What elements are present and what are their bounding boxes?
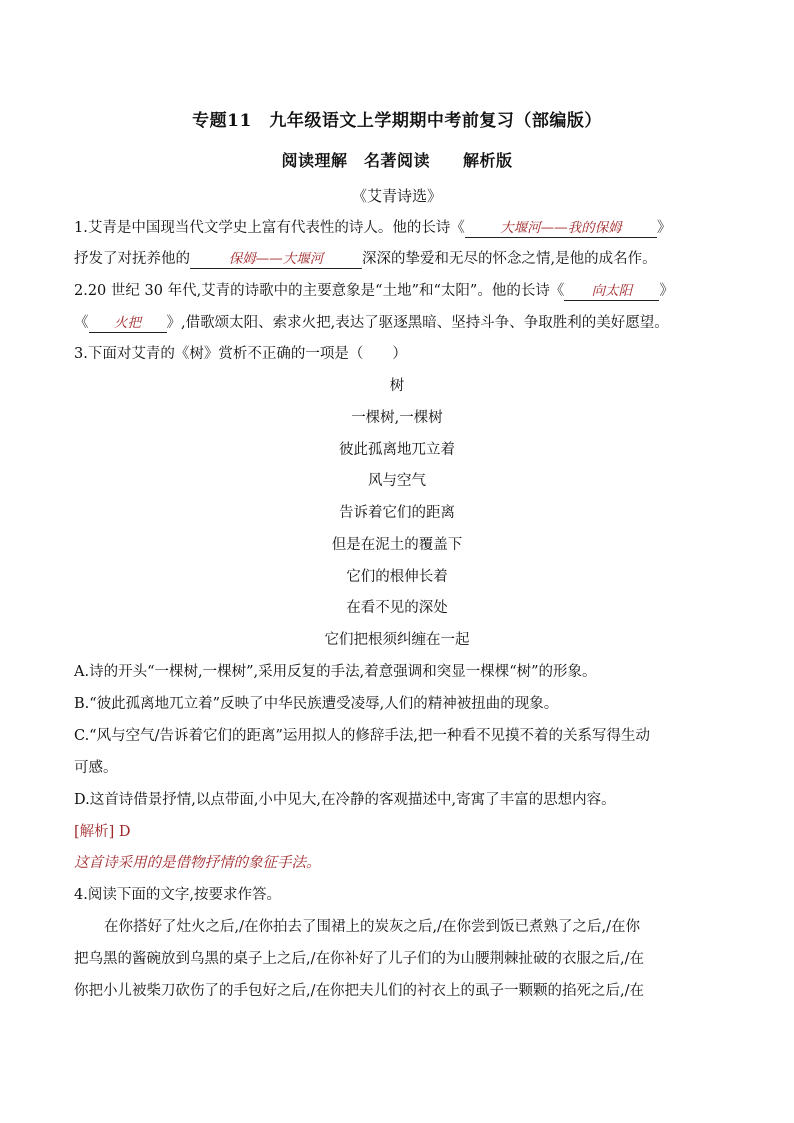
poem-line: 一棵树,一棵树: [351, 410, 443, 426]
section-title: 《艾青诗选》: [351, 187, 442, 205]
q2-line1-prefix: 2.20 世纪 30 年代,艾青的诗歌中的主要意象是“土地”和“太阳”。他的长诗《: [74, 283, 565, 299]
page-title: 专题11 九年级语文上学期期中考前复习（部编版）: [192, 111, 602, 131]
q1-answer-blank-1: 大堰河——我的保姆: [465, 219, 657, 238]
q1-line2-prefix: 抒发了对抚养他的: [74, 251, 190, 267]
q2-line2-prefix: 《: [74, 315, 89, 331]
q3-question: 3.下面对艾青的《树》赏析不正确的一项是（ ）: [74, 346, 407, 362]
q4-question: 4.阅读下面的文字,按要求作答。: [74, 887, 281, 903]
q3-option-c-continued: 可感。: [74, 760, 118, 776]
q4-paragraph-line: 在你搭好了灶火之后,/在你拍去了围裙上的炭灰之后,/在你尝到饭已煮熟了之后,/在你: [104, 919, 640, 935]
q1-line1: [74, 218, 724, 238]
q2-line2: [74, 313, 724, 333]
poem-line: 在看不见的深处: [346, 600, 448, 616]
analysis-text: 这首诗采用的是借物抒情的象征手法。: [74, 855, 321, 871]
q4-paragraph-line: 你把小儿被柴刀砍伤了的手包好之后,/在你把夫儿们的衬衣上的虱子一颗颗的掐死之后,/在: [74, 983, 644, 999]
q2-answer-blank-2: 火把: [89, 314, 167, 333]
q2-line1-suffix: 》: [659, 283, 674, 299]
poem-title: 树: [389, 378, 405, 394]
poem-line: 风与空气: [368, 473, 426, 489]
q1-line1-prefix: 1.艾青是中国现当代文学史上富有代表性的诗人。他的长诗《: [74, 220, 465, 236]
q3-option-a: A.诗的开头“一棵树,一棵树”,采用反复的手法,着意强调和突显一棵棵“树”的形象。: [74, 664, 597, 680]
q2-answer-blank-1: 向太阳: [564, 282, 659, 301]
poem-line: 它们把根须纠缠在一起: [324, 632, 470, 648]
q1-line1-suffix: 》: [656, 220, 672, 236]
q1-answer-blank-2: 保姆——大堰河: [190, 250, 362, 269]
page-subtitle: 阅读理解 名著阅读 解析版: [281, 151, 513, 170]
poem-line: 告诉着它们的距离: [339, 505, 455, 521]
analysis-label: [解析] D: [74, 824, 131, 840]
q3-option-d: D.这首诗借景抒情,以点带面,小中见大,在冷静的客观描述中,寄寓了丰富的思想内容。: [74, 792, 616, 808]
poem-line: 但是在泥土的覆盖下: [331, 537, 463, 553]
q3-option-c: C.“风与空气/告诉着它们的距离”运用拟人的修辞手法,把一种看不见摸不着的关系写得生动: [74, 728, 651, 744]
q2-line1: [74, 281, 724, 301]
poem-line: 它们的根伸长着: [346, 569, 448, 585]
q3-option-b: B.“彼此孤离地兀立着”反映了中华民族遭受凌辱,人们的精神被扭曲的现象。: [74, 696, 559, 712]
q1-line2: [74, 249, 724, 269]
poem-line: 彼此孤离地兀立着: [339, 442, 455, 458]
q1-line2-suffix: 深深的挚爱和无尽的怀念之情,是他的成名作。: [362, 251, 657, 267]
q2-line2-suffix: 》,借歌颂太阳、索求火把,表达了驱逐黑暗、坚持斗争、争取胜利的美好愿望。: [166, 315, 669, 331]
q4-paragraph-line: 把乌黑的酱碗放到乌黑的桌子上之后,/在你补好了儿子们的为山腰荆棘扯破的衣服之后,/在: [74, 951, 644, 967]
